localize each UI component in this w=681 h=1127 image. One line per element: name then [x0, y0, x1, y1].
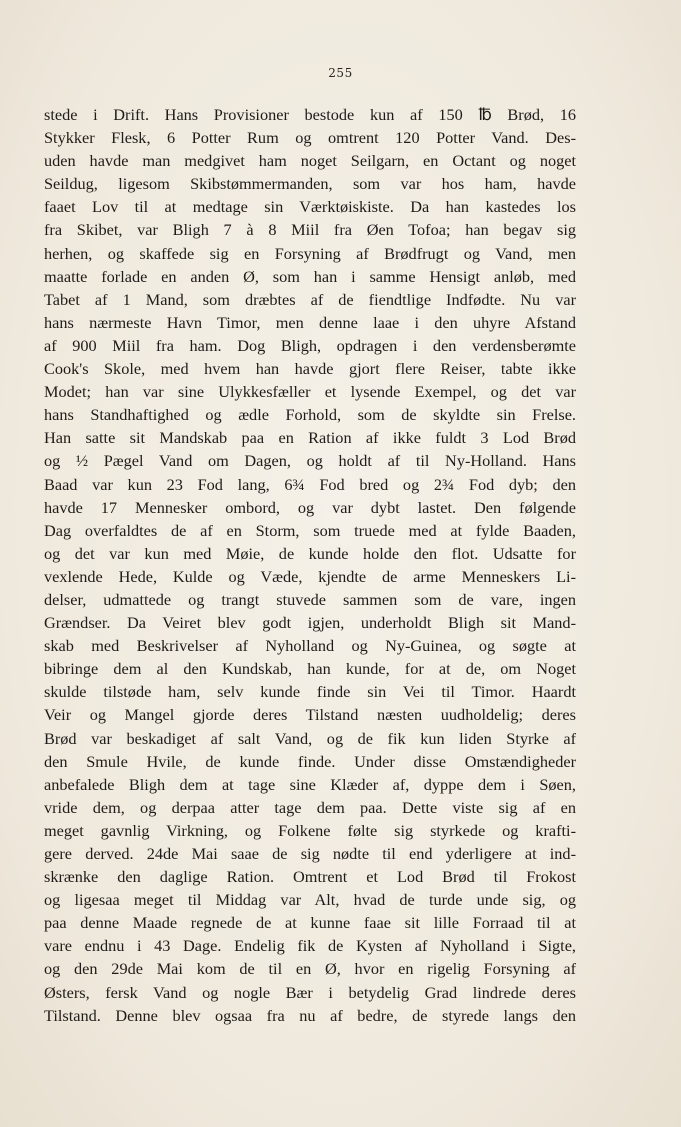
- text-line: vexlende Hede, Kulde og Væde, kjendte de arme Menneskers Li-: [44, 566, 576, 586]
- text-line: Østers, fersk Vand og nogle Bær i betydelig Grad lindrede deres: [44, 982, 576, 1002]
- text-line: Han satte sit Mandskab paa en Ration af ikke fuldt 3 Lod Brød: [44, 428, 576, 448]
- text-line: meget gavnlig Virkning, og Folkene følte sig styrkede og krafti-: [44, 820, 576, 840]
- text-line: og den 29de Mai kom de til en Ø, hvor en rigelig Forsyning af: [44, 959, 576, 979]
- text-line: vride dem, og derpaa atter tage dem paa. Dette viste sig af en: [44, 797, 576, 817]
- text-line: gere derved. 24de Mai saae de sig nødte til end yderligere at ind-: [44, 844, 576, 863]
- text-line: Modet; han var sine Ulykkesfæller et lysende Exempel, og det var: [44, 382, 576, 402]
- text-line: Dag overfaldtes de af en Storm, som truede med at fylde Baaden,: [44, 520, 576, 540]
- text-line: Veir og Mangel gjorde deres Tilstand næsten uudholdelig; deres: [44, 705, 576, 725]
- page-number: 255: [328, 66, 353, 80]
- text-line: Baad var kun 23 Fod lang, 6¾ Fod bred og 2¾ Fod dyb; den: [44, 474, 576, 494]
- text-line: herhen, og skaffede sig en Forsyning af Brødfrugt og Vand, men: [44, 243, 576, 263]
- text-line: fra Skibet, var Bligh 7 à 8 Miil fra Øen Tofoa; han begav sig: [44, 220, 576, 240]
- text-line: uden havde man medgivet ham noget Seilgarn, en Octant og noget: [44, 151, 576, 171]
- text-line: paa denne Maade regnede de at kunne faae sit lille Forraad til at: [44, 913, 576, 933]
- text-line: Cook's Skole, med hvem han havde gjort flere Reiser, tabte ikke: [44, 359, 576, 379]
- text-line: hans Standhaftighed og ædle Forhold, som de skyldte sin Frelse.: [44, 405, 576, 425]
- text-line: og ligesaa meget til Middag var Alt, hvad de turde unde sig, og: [44, 890, 576, 910]
- text-line: af 900 Miil fra ham. Dog Bligh, opdragen i den verdensberømte: [44, 335, 576, 355]
- text-line: og ½ Pægel Vand om Dagen, og holdt af til Ny-Holland. Hans: [44, 451, 576, 471]
- text-line: maatte forlade en anden Ø, som han i samme Hensigt anløb, med: [44, 266, 576, 286]
- text-line: vare endnu i 43 Dage. Endelig fik de Kysten af Nyholland i Sigte,: [44, 936, 576, 956]
- text-line: hans nærmeste Havn Timor, men denne laae i den uhyre Afstand: [44, 312, 576, 332]
- text-line: bibringe dem al den Kundskab, han kunde, for at de, om Noget: [44, 659, 576, 679]
- text-line: Stykker Flesk, 6 Potter Rum og omtrent 120 Potter Vand. Des-: [44, 128, 576, 148]
- text-line: stede i Drift. Hans Provisioner bestode kun af 150 ℔ Brød, 16: [44, 105, 576, 124]
- text-line: Tilstand. Denne blev ogsaa fra nu af bedre, de styrede langs den: [44, 1005, 576, 1025]
- text-line: delser, udmattede og trangt stuvede sammen som de vare, ingen: [44, 589, 576, 609]
- text-line: anbefalede Bligh dem at tage sine Klæder af, dyppe dem i Søen,: [44, 774, 576, 794]
- text-line: Tabet af 1 Mand, som dræbtes af de fiendtlige Indfødte. Nu var: [44, 289, 576, 309]
- text-line: Brød var beskadiget af salt Vand, og de fik kun liden Styrke af: [44, 728, 576, 748]
- text-line: faaet Lov til at medtage sin Værktøiskiste. Da han kastedes los: [44, 197, 576, 217]
- text-line: havde 17 Mennesker ombord, og var dybt lastet. Den følgende: [44, 497, 576, 517]
- text-line: skulde tilstøde ham, selv kunde finde sin Vei til Timor. Haardt: [44, 682, 576, 702]
- text-line: Grændser. Da Veiret blev godt igjen, underholdt Bligh sit Mand-: [44, 613, 576, 633]
- text-line: skab med Beskrivelser af Nyholland og Ny-Guinea, og søgte at: [44, 636, 576, 656]
- text-line: og det var kun med Møie, de kunde holde den flot. Udsatte for: [44, 543, 576, 563]
- text-line: den Smule Hvile, de kunde finde. Under disse Omstændigheder: [44, 751, 576, 771]
- text-line: Seildug, ligesom Skibstømmermanden, som var hos ham, havde: [44, 174, 576, 194]
- text-line: skrænke den daglige Ration. Omtrent et Lod Brød til Frokost: [44, 867, 576, 887]
- body-text: [44, 103, 576, 1027]
